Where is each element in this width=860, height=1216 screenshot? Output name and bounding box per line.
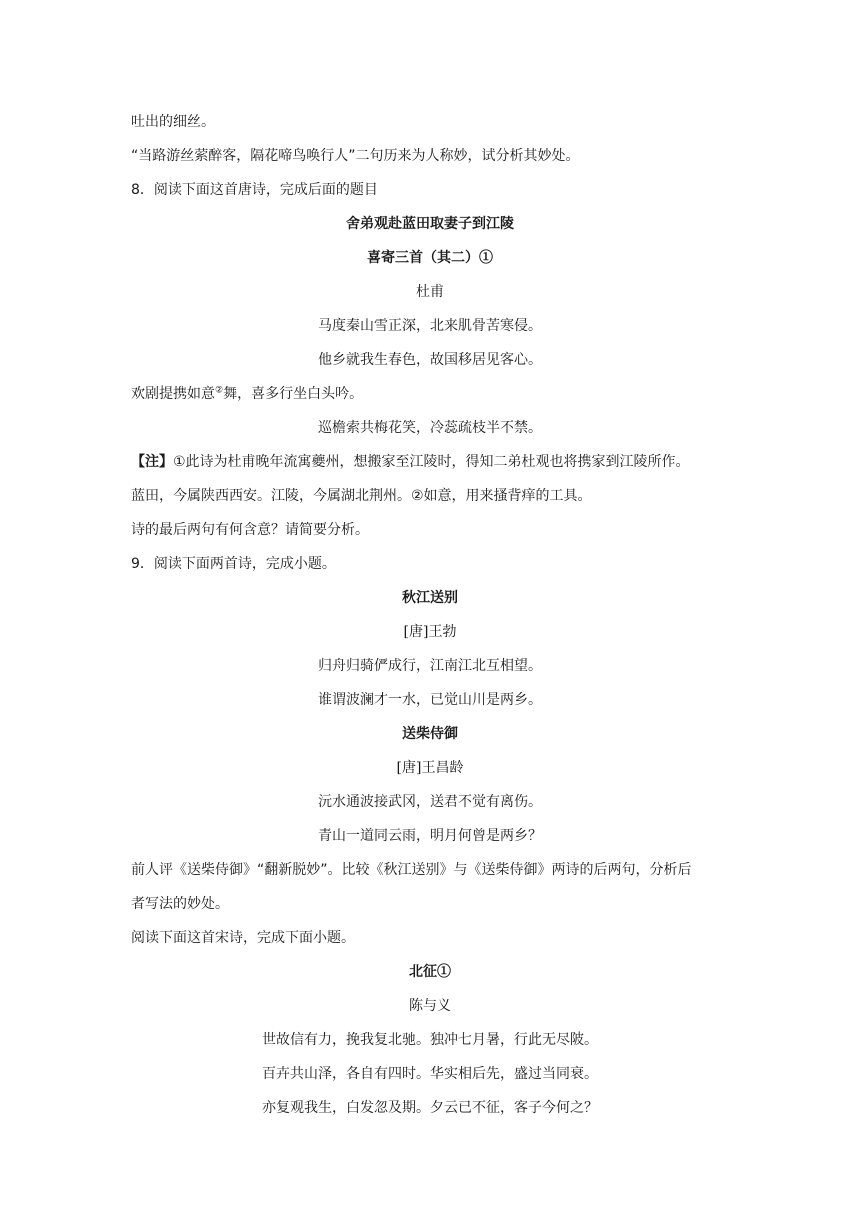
poem-line: 谁谓波澜才一水，已觉山川是两乡。 xyxy=(318,692,542,708)
poem-title: 北征① xyxy=(409,964,451,980)
text-line: 吐出的细丝。 xyxy=(131,114,215,130)
poem-line: 他乡就我生春色，故国移居见客心。 xyxy=(318,352,542,368)
poem-author: [唐]王勃 xyxy=(403,624,457,640)
question-prompt: 诗的最后两句有何含意？请简要分析。 xyxy=(131,522,369,538)
poem-line-part: 欢剧提携如意 xyxy=(131,386,215,402)
poem-line: 青山一道同云雨，明月何曾是两乡？ xyxy=(318,828,542,844)
poem-author: [唐]王昌龄 xyxy=(396,760,464,776)
poem-line: 巡檐索共梅花笑，冷蕊疏枝半不禁。 xyxy=(318,420,542,436)
poem-subtitle: 喜寄三首（其二）① xyxy=(367,250,493,266)
poem-line: 亦复观我生，白发忽及期。夕云已不征，客子今何之？ xyxy=(262,1100,598,1116)
note-text: 蓝田，今属陕西西安。江陵，今属湖北荆州。②如意，用来搔背痒的工具。 xyxy=(131,488,592,504)
poem-line-with-footnote xyxy=(131,384,363,404)
poem-author: 陈与义 xyxy=(409,998,451,1014)
question-prompt: “当路游丝萦醉客，隔花啼鸟唤行人”二句历来为人称妙，试分析其妙处。 xyxy=(131,148,580,164)
poem-line: 世故信有力，挽我复北驰。独冲七月暑，行此无尽陂。 xyxy=(262,1032,598,1048)
footnote-marker: ② xyxy=(215,385,224,396)
poem-line-part: 舞，喜多行坐白头吟。 xyxy=(223,386,364,402)
question-prompt: 者写法的妙处。 xyxy=(131,896,229,912)
poem-title: 舍弟观赴蓝田取妻子到江陵 xyxy=(346,216,514,232)
question-9-heading: 9．阅读下面两首诗，完成小题。 xyxy=(131,556,336,572)
poem-line: 归舟归骑俨成行，江南江北互相望。 xyxy=(318,658,542,674)
poem-title: 秋江送别 xyxy=(402,590,458,606)
question-heading: 阅读下面这首宋诗，完成下面小题。 xyxy=(131,930,355,946)
note-tag: 【注】 xyxy=(131,454,173,470)
poem-line: 马度秦山雪正深，北来肌骨苦寒侵。 xyxy=(318,318,542,334)
poem-line: 沅水通波接武冈，送君不觉有离伤。 xyxy=(318,794,542,810)
poem-line: 百卉共山泽，各自有四时。华实相后先，盛过当同衰。 xyxy=(262,1066,598,1082)
question-prompt: 前人评《送柴侍御》“翻新脱妙”。比较《秋江送别》与《送柴侍御》两诗的后两句，分析后 xyxy=(131,862,692,878)
question-8-heading: 8．阅读下面这首唐诗，完成后面的题目 xyxy=(131,182,378,198)
note-line xyxy=(131,452,690,472)
poem-title: 送柴侍御 xyxy=(402,726,458,742)
note-text: ①此诗为杜甫晚年流寓夔州，想搬家至江陵时，得知二弟杜观也将携家到江陵所作。 xyxy=(173,454,690,470)
poem-author: 杜甫 xyxy=(416,284,444,300)
